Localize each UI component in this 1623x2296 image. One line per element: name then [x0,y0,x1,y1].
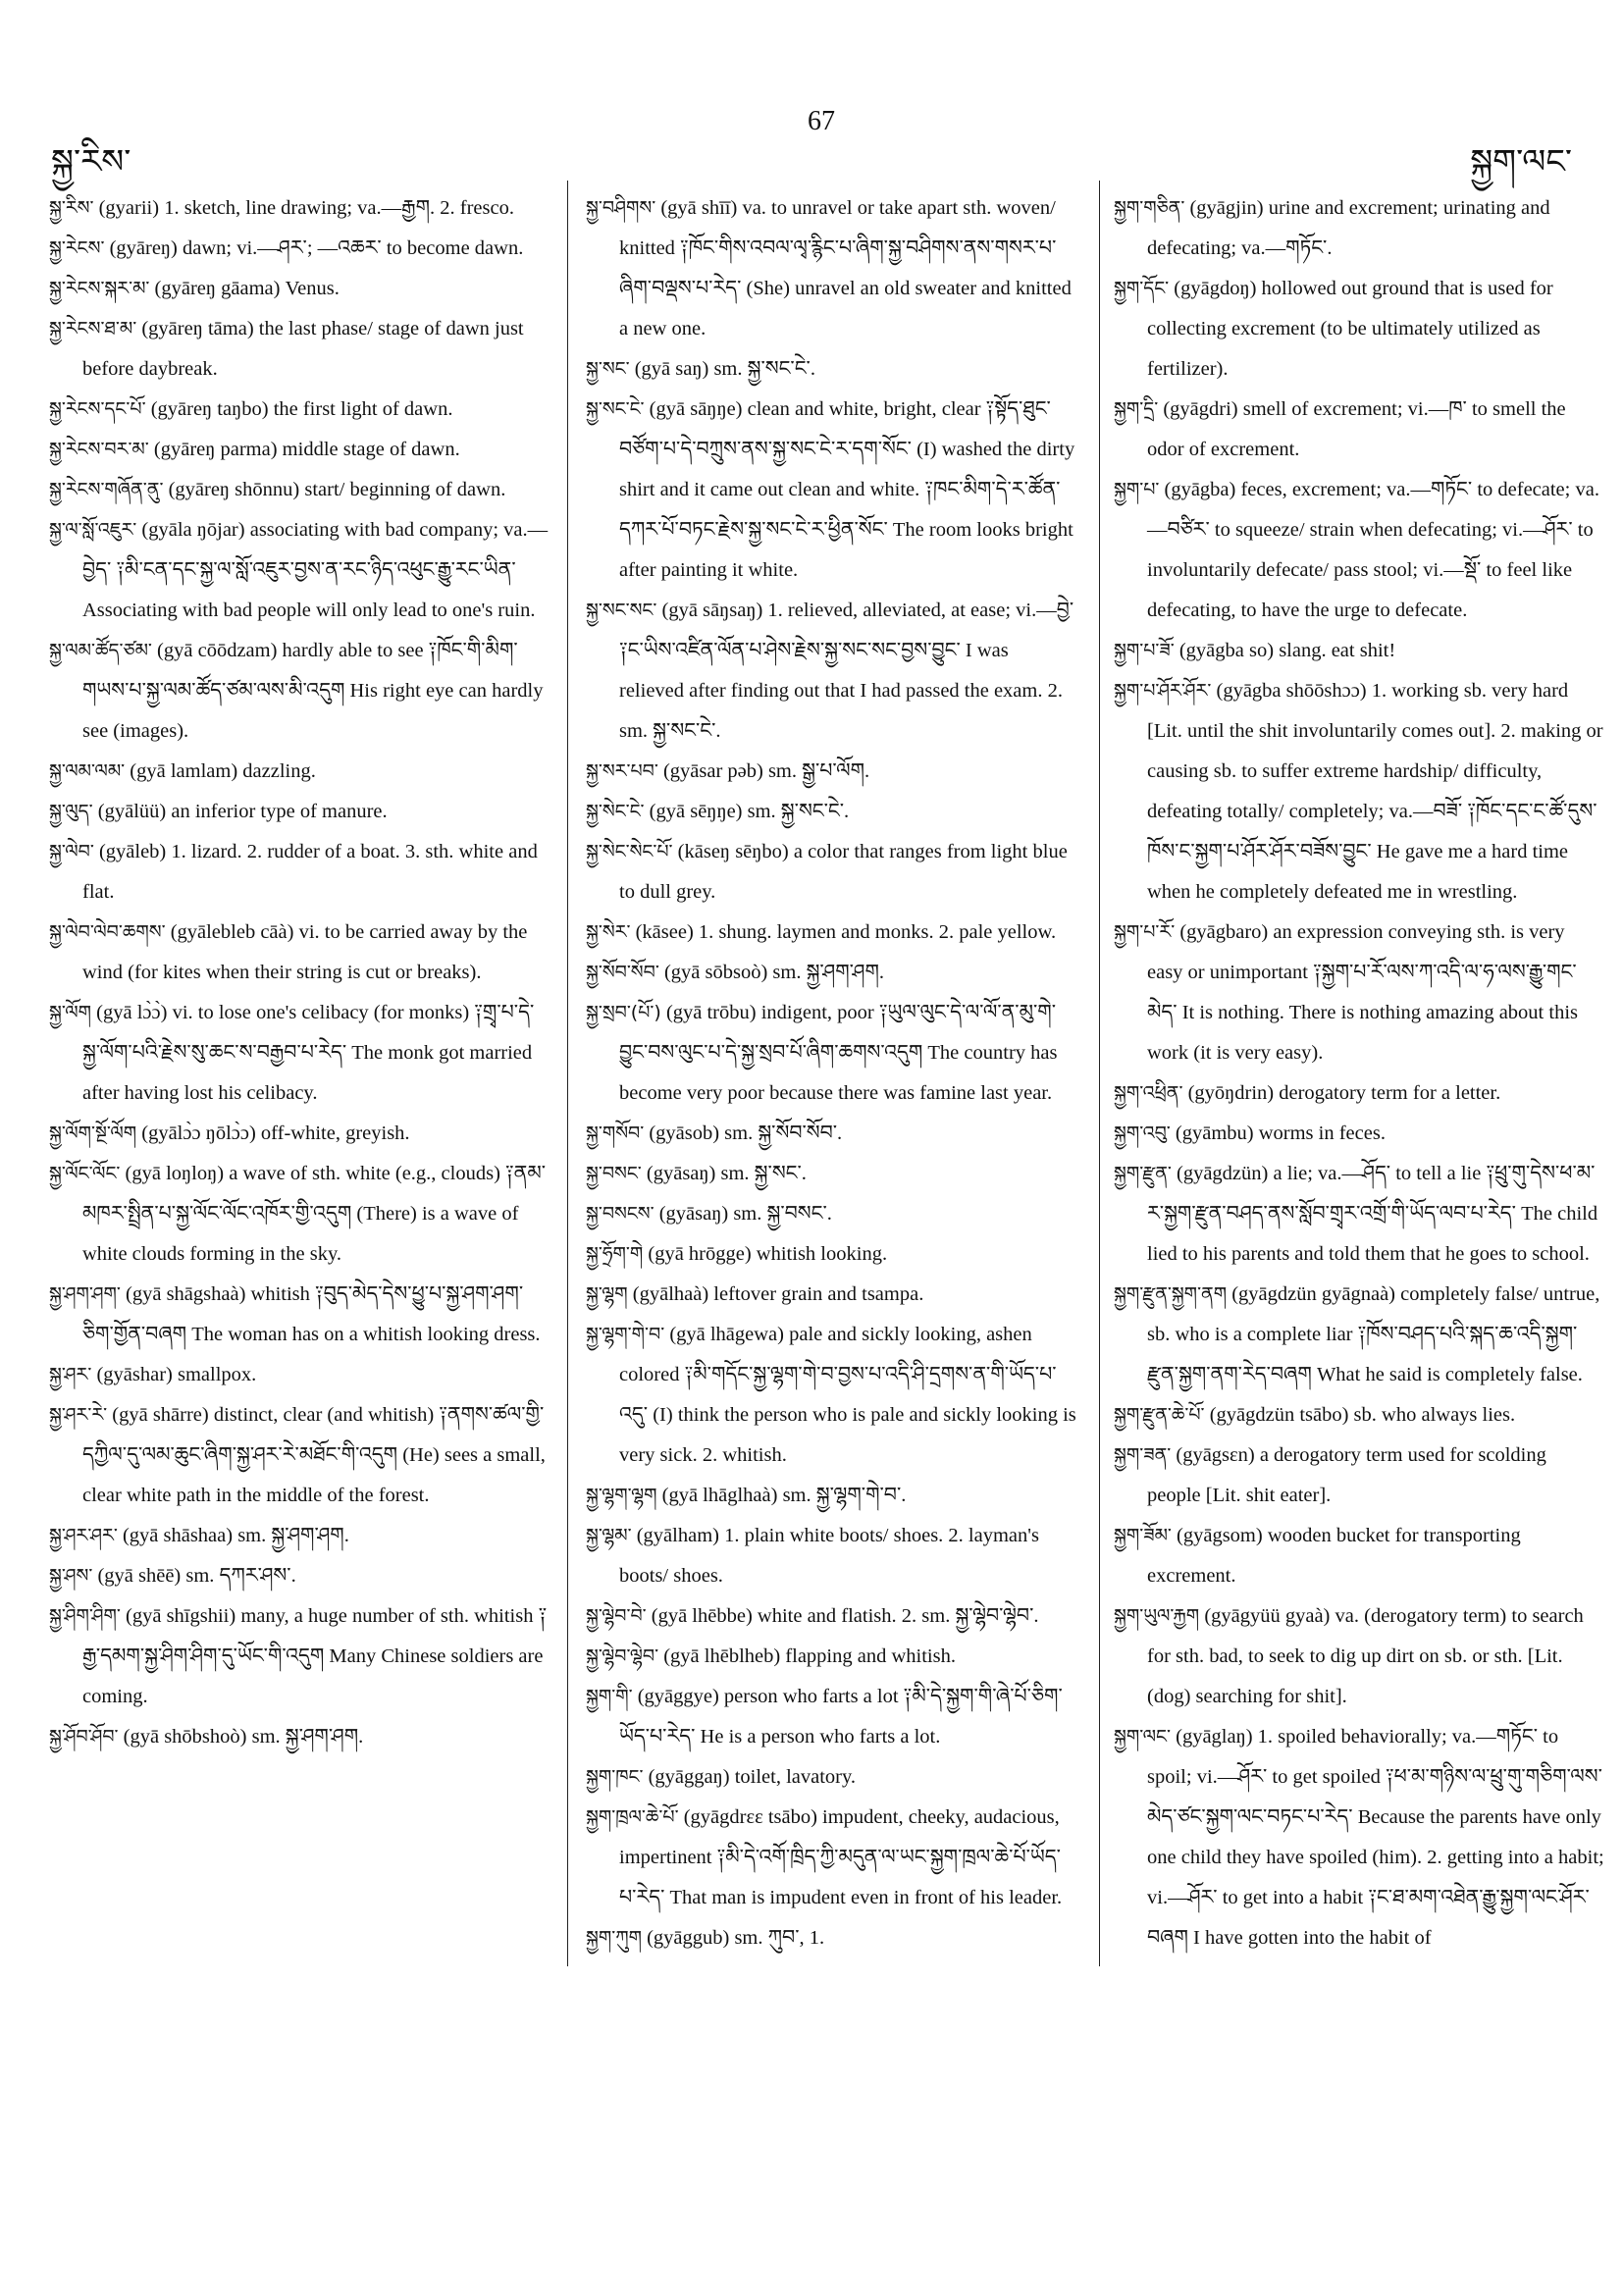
entry-headword: སྐྱག་ཁང་ [586,1766,644,1788]
entry-headword: སྐྱ་སང་སང་ [586,600,657,621]
entry-definition: (gyāreŋ) dawn; vi.—ཤར་; —འཆར་ to become dawn. [109,237,524,259]
left-guide-word: སྐྱ་རིས་ [51,144,131,181]
dictionary-entry [1114,1596,1604,1717]
dictionary-entry [1114,1516,1604,1596]
dictionary-entry [49,792,551,832]
dictionary-entry [1114,913,1604,1073]
entry-headword: སྐྱག་པ་ [1114,479,1160,500]
dictionary-entry [49,1395,551,1516]
entry-definition: (gyāsar pəb) sm. སྒྱ་པ་ལོག. [662,760,870,782]
entry-headword: སྐྱ་ལོང་ལོང་ [49,1163,121,1184]
entry-headword: སྐྱ་སེར་ [586,921,631,943]
entry-definition: (gyālɔ̀ɔ ŋōlɔ̀ɔ) off-white, greyish. [141,1122,410,1144]
entry-headword: སྐྱ་ལྷེབ་བེ་ [586,1605,647,1627]
column-3 [1114,188,1604,1958]
entry-definition: (gyā saŋ) sm. སྐྱ་སང་ངེ་. [634,358,815,380]
column-divider-2 [1099,181,1100,1966]
dictionary-entry [1114,390,1604,470]
entry-definition: (gyāreŋ taŋbo) the first light of dawn. [150,398,453,420]
entry-definition: (gyāsob) sm. སྐྱ་སོབ་སོབ་. [649,1122,843,1144]
dictionary-entry [1114,470,1604,631]
entry-definition: (gyarii) 1. sketch, line drawing; va.—རྒྱག. 2. fresco. [98,197,514,219]
entry-headword: སྐྱག་ཡུལ་རྐྱག [1114,1605,1200,1627]
entry-headword: སྐྱ་ལྷག [586,1283,628,1305]
dictionary-entry [586,752,1076,792]
entry-headword: སྐྱ་ཤོབ་ཤོབ་ [49,1726,119,1748]
entry-headword: སྐྱ་བསང་ [586,1163,642,1184]
entry-definition: (gyāreŋ tāma) the last phase/ stage of dawn just before daybreak. [82,318,524,380]
entry-headword: སྐྱ་སེང་ངེ་ [586,801,645,822]
entry-headword: སྐྱ་སྲབ་(པོ་) [586,1002,661,1023]
dictionary-entry [1114,1154,1604,1275]
entry-headword: སྐྱག་ཟོམ་ [1114,1525,1172,1546]
dictionary-entry [49,1114,551,1154]
entry-definition: (kāsee) 1. shung. laymen and monks. 2. pale yellow. [635,921,1057,943]
dictionary-entry [586,1234,1076,1275]
entry-definition: (gyā hrōgge) whitish looking. [648,1243,888,1265]
dictionary-entry [586,1275,1076,1315]
dictionary-entry [586,1315,1076,1476]
entry-headword: སྐྱ་ལོག [49,1002,92,1023]
entry-definition: (gyā lhēblheb) flapping and whitish. [663,1645,956,1667]
entry-headword: སྐྱ་ལྷམ་ [586,1525,632,1546]
dictionary-entry [49,188,551,229]
entry-definition: (gyāggub) sm. ཀུབ་, 1. [647,1927,825,1949]
dictionary-entry [586,1757,1076,1798]
dictionary-entry [586,1154,1076,1194]
entry-definition: (gyāgba so) slang. eat shit! [1178,640,1396,661]
dictionary-entry [586,1476,1076,1516]
entry-definition: (gyāreŋ shōnnu) start/ beginning of dawn. [168,479,506,500]
dictionary-entry [49,1596,551,1717]
entry-headword: སྐྱ་རེངས་དང་པོ་ [49,398,146,420]
entry-headword: སྐྱག་གི་ [586,1686,633,1707]
dictionary-entry [586,1637,1076,1677]
column-divider-1 [567,181,568,1966]
entry-headword: སྐྱ་རེངས་ [49,237,105,259]
page-header [0,106,1623,181]
entry-headword: སྐྱ་ལུད་ [49,801,93,822]
entry-definition: (gyāsaŋ) sm. སྐྱ་སང་. [646,1163,807,1184]
dictionary-entry [1114,1073,1604,1114]
entry-definition: (gyāgbaro) an expression conveying sth. is very easy or unimportant ༑སྐྱག་པ་རོ་ལས་ཀ་འདི་ལ་ཧ་ལས་རྒྱུ་གང་མེད་ It is nothing. There is nothing amazing about this work (it is very easy). [1147,921,1578,1064]
dictionary-entry [586,390,1076,591]
entry-definition: (gyāshar) smallpox. [96,1364,257,1385]
dictionary-entry [1114,1395,1604,1435]
entry-definition: (gyā lhāgewa) pale and sickly looking, ashen colored ༑མི་གདོང་སྐྱ་ལྷག་གེ་བ་བྱས་པ་འདི་ཤི་དྲགས་ན་གི་ཡོད་པ་འདུ་ (I) think the person who is pale and sickly looking is very sick. 2. whitish. [619,1324,1076,1466]
entry-definition: (gyā shōbshoò) sm. སྐྱ་ཤག་ཤག. [123,1726,364,1748]
entry-headword: སྐྱ་ལེབ་ [49,841,94,862]
entry-headword: སྐྱ་ཤིག་ཤིག་ [49,1605,121,1627]
entry-definition: (gyā loŋloŋ) a wave of sth. white (e.g., clouds) ༑ནམ་མཁར་སྤྲིན་པ་སྐྱ་ལོང་ལོང་འཁོར་གྱི་འདུག (There) is a wave of white clouds forming in the sky. [82,1163,547,1265]
dictionary-entry [1114,1717,1604,1958]
entry-headword: སྐྱག་པ་རོ་ [1114,921,1176,943]
entry-definition: (gyāmbu) worms in feces. [1175,1122,1386,1144]
entry-headword: སྐྱ་སང་ངེ་ [586,398,645,420]
entry-headword: སྐྱ་ལྷེབ་ལྷེབ་ [586,1645,659,1667]
dictionary-entry [1114,1114,1604,1154]
entry-headword: སྐྱ་རེངས་ཐ་མ་ [49,318,137,339]
entry-definition: (gyālham) 1. plain white boots/ shoes. 2. layman's boots/ shoes. [619,1525,1039,1587]
dictionary-entry [49,430,551,470]
dictionary-entry [586,188,1076,349]
dictionary-entry [586,349,1076,390]
entry-headword: སྐྱ་སང་ [586,358,630,380]
entry-definition: (gyā lhēbbe) white and flatish. 2. sm. སྐྱ་ལྷེབ་ལྷེབ་. [651,1605,1039,1627]
dictionary-entry [586,1677,1076,1757]
entry-definition: (kāseŋ sēŋbo) a color that ranges from light blue to dull grey. [619,841,1068,903]
entry-headword: སྐྱ་ལེབ་ལེབ་ཆགས་ [49,921,166,943]
entry-headword: སྐྱ་སེང་སེང་པོ་ [586,841,673,862]
entry-definition: (gyā sēŋŋe) sm. སྐྱ་སང་ངེ་. [649,801,850,822]
entry-headword: སྐྱག་པ་ཟོ་ [1114,640,1175,661]
entry-headword: སྐྱ་རེངས་གཞོན་ནུ་ [49,479,164,500]
column-2 [586,188,1076,1958]
dictionary-entry [586,591,1076,752]
entry-headword: སྐྱ་ཤར་ [49,1364,92,1385]
dictionary-entry [586,993,1076,1114]
entry-headword: སྐྱ་ལྷག་གེ་བ་ [586,1324,665,1345]
dictionary-entry [1114,269,1604,390]
entry-definition: (gyā lɔ̀ɔ̀) vi. to lose one's celibacy (for monks) ༑གྲྭ་པ་དེ་སྐྱ་ལོག་པའི་རྗེས་སུ་ཆང་ས་བརྒྱབ་པ་རེད་ The monk got married after having lost his celibacy. [82,1002,535,1104]
entry-headword: སྐྱག་ཁྲལ་ཆེ་པོ་ [586,1806,679,1828]
entry-headword: སྐྱག་རྫུན་ [1114,1163,1172,1184]
dictionary-entry [49,510,551,631]
entry-definition: (gyālhaà) leftover grain and tsampa. [632,1283,924,1305]
entry-definition: (gyā lhāglhaà) sm. སྐྱ་ལྷག་གེ་བ་. [661,1485,907,1506]
entry-headword: སྐྱ་གསོབ་ [586,1122,645,1144]
dictionary-entry [1114,1275,1604,1395]
entry-headword: སྐྱ་རིས་ [49,197,94,219]
dictionary-entry [586,953,1076,993]
entry-headword: སྐྱ་རེངས་སྐར་མ་ [49,278,150,299]
entry-definition: (gyāgdrɛɛ tsābo) impudent, cheeky, audacious, impertinent ༑མི་དེ་འགོ་ཁྲིད་ཀྱི་མདུན་ལ་ཡང་སྐྱག་ཁྲལ་ཆེ་པོ་ཡོད་པ་རེད་ That man is impudent even in front of his leader. [619,1806,1063,1908]
dictionary-entry [586,1596,1076,1637]
entry-headword: སྐྱག་ལང་ [1114,1726,1171,1748]
entry-definition: (gyāgdzün gyāgnaà) completely false/ untrue, sb. who is a complete liar ༑ཁོས་བཤད་པའི་སྐད་ཆ་འདི་སྐྱག་རྫུན་སྐྱག་ནག་རེད་བཞག What he said is completely false. [1147,1283,1600,1385]
entry-definition: (gyāsaŋ) sm. སྐྱ་བསང་. [658,1203,832,1225]
entry-headword: སྐྱག་རྫུན་ཆེ་པོ་ [1114,1404,1205,1426]
entry-definition: (gyā shīī) va. to unravel or take apart sth. woven/ knitted ༑ཁོང་གིས་འབལ་ལྭ་རྙིང་པ་ཞིག་སྐྱ་བཤིགས་ནས་གསར་པ་ཞིག་བལྡས་པ་རེད་ (She) unravel an old sweater and knitted a new one. [619,197,1072,339]
dictionary-entry [49,752,551,792]
entry-headword: སྐྱག་ཀུག [586,1927,642,1949]
entry-headword: སྐྱག་པ་ཤོར་ཤོར་ [1114,680,1212,702]
column-1 [49,188,551,1757]
page-number: 67 [808,106,835,136]
entry-definition: (gyōŋdrin) derogatory term for a letter. [1187,1082,1501,1104]
entry-headword: སྐྱ་སར་པབ་ [586,760,658,782]
dictionary-entry [586,913,1076,953]
dictionary-entry [586,1516,1076,1596]
entry-definition: (gyāgba) feces, excrement; va.—གཏོང་ to defecate; va.—བཙིར་ to squeeze/ strain when defecating; vi.—ཤོར་ to involuntarily defecate/ pass stool; vi.—སྡོ་ to feel like defecating, to have the urge to defecate. [1147,479,1599,621]
entry-definition: (gyāgba shōōshɔɔ) 1. working sb. very hard [Lit. until the shit involuntarily comes out]. 2. making or causing sb. to suffer extreme hardship/ difficulty, defeating totally/ completely; va.—བཟོ་ ༑ཁོང་དང་ང་ཚོ་དུས་ཁོས་ང་སྐྱག་པ་ཤོར་ཤོར་བཟོས་བྱུང་ He gave me a hard time when he completely defeated me in wrestling. [1147,680,1603,903]
entry-definition: (gyā cōōdzam) hardly able to see ༑ཁོང་གི་མིག་གཡས་པ་སྐྱ་ལམ་ཚོད་ཙམ་ལས་མི་འདུག His right eye can hardly see (images). [82,640,544,742]
entry-headword: སྐྱ་ལྷག་ལྷག [586,1485,657,1506]
entry-headword: སྐྱག་འབུ་ [1114,1122,1171,1144]
entry-definition: (gyā shēē) sm. དཀར་ཤས་. [97,1565,296,1587]
dictionary-entry [49,229,551,269]
entry-headword: སྐྱ་རེངས་བར་མ་ [49,439,149,460]
dictionary-entry [49,993,551,1114]
entry-definition: (gyā lamlam) dazzling. [130,760,316,782]
entry-definition: (gyāgdri) smell of excrement; vi.—ཁ་ to smell the odor of excrement. [1147,398,1566,460]
entry-headword: སྐྱག་གཅིན་ [1114,197,1185,219]
dictionary-entry [49,832,551,913]
entry-headword: སྐྱ་ལམ་ཚོད་ཙམ་ [49,640,152,661]
entry-headword: སྐྱ་ལ་སློ་འཇུར་ [49,519,137,541]
entry-definition: (gyālebleb cāà) vi. to be carried away by the wind (for kites when their string is cut or breaks). [82,921,528,983]
dictionary-entry [49,913,551,993]
dictionary-entry [586,1114,1076,1154]
dictionary-entry [49,390,551,430]
entry-definition: (gyāglaŋ) 1. spoiled behaviorally; va.—གཏོང་ to spoil; vi.—ཤོར་ to get spoiled ༑ཕ་མ་གཉིས་ལ་ཕྲུ་གུ་གཅིག་ལས་མེད་ཙང་སྐྱག་ལང་བཏང་པ་རེད་ Because the parents have only one child they have spoiled (him). 2. getting into a habit; vi.—ཤོར་ to get into a habit ༑ང་ཐ་མག་འཐེན་རྒྱུ་སྐྱག་ལང་ཤོར་བཞག I have gotten into the habit of [1147,1726,1604,1949]
entry-headword: སྐྱ་སོབ་སོབ་ [586,962,659,983]
entry-definition: (gyāreŋ gāama) Venus. [154,278,340,299]
entry-definition: (gyālüü) an inferior type of manure. [97,801,388,822]
dictionary-entry [1114,1435,1604,1516]
dictionary-entry [1114,631,1604,671]
entry-headword: སྐྱ་ལམ་ལམ་ [49,760,126,782]
dictionary-entry [49,1355,551,1395]
entry-definition: (gyāgjin) urine and excrement; urinating and defecating; va.—གཏོང་. [1147,197,1550,259]
dictionary-entry [49,1154,551,1275]
entry-headword: སྐྱ་ཤས་ [49,1565,93,1587]
dictionary-entry [49,631,551,752]
entry-definition: (gyāgdzün) a lie; va.—ཤོད་ to tell a lie ༑ཕྲུ་གུ་དེས་ཕ་མ་ར་སྐྱག་རྫུན་བཤད་ནས་སློབ་གྲྭར་འགྲོ་གི་ཡོད་ལབ་པ་རེད་ The child lied to his parents and told them that he goes to school. [1147,1163,1598,1265]
entry-headword: སྐྱ་ཧྲོག་གེ [586,1243,644,1265]
dictionary-entry [49,1556,551,1596]
entry-definition: (gyā shīgshii) many, a huge number of sth. whitish ༑རྒྱ་དམག་སྐྱ་ཤིག་ཤིག་དུ་ཡོང་གི་འདུག Many Chinese soldiers are coming. [82,1605,548,1707]
right-guide-word: སྐྱག་ལང་ [1470,144,1572,181]
entry-definition: (gyāleb) 1. lizard. 2. rudder of a boat. 3. sth. white and flat. [82,841,538,903]
dictionary-entry [49,470,551,510]
entry-definition: (gyā sāŋŋe) clean and white, bright, clear ༑སྟོད་ཐུང་བཙོག་པ་དེ་བཀྲུས་ནས་སྐྱ་སང་ངེ་ར་དག་སོང་ (I) washed the dirty shirt and it came out clean and white. ༑ཁང་མིག་དེ་ར་ཚོན་དཀར་པོ་བཏང་རྗེས་སྐྱ་སང་ངེ་ར་ཕྱིན་སོང་ The room looks bright after painting it white. [619,398,1075,581]
dictionary-entry [586,1918,1076,1958]
entry-headword: སྐྱག་དོང་ [1114,278,1170,299]
entry-definition: (gyāgsɛn) a derogatory term used for scolding people [Lit. shit eater]. [1147,1444,1546,1506]
entry-headword: སྐྱ་བསངས་ [586,1203,654,1225]
dictionary-entry [586,1798,1076,1918]
entry-definition: (gyāla ŋōjar) associating with bad company; va.—བྱེད་ ༑མི་ངན་དང་སྐྱ་ལ་སློ་འཇུར་བྱས་ན་རང་ཉིད་འཕུང་རྒྱུ་རང་ཡིན་ Associating with bad people will only lead to one's ruin. [82,519,549,621]
dictionary-entry [49,1516,551,1556]
dictionary-entry [49,309,551,390]
entry-headword: སྐྱག་འཕྲིན་ [1114,1082,1183,1104]
entry-definition: (gyāgsom) wooden bucket for transporting excrement. [1147,1525,1521,1587]
entry-headword: སྐྱ་ཤར་རེ་ [49,1404,108,1426]
entry-headword: སྐྱ་བཤིགས་ [586,197,656,219]
entry-definition: (gyāreŋ parma) middle stage of dawn. [153,439,460,460]
dictionary-entry [586,1194,1076,1234]
dictionary-entry [586,792,1076,832]
entry-definition: (gyā sāŋsaŋ) 1. relieved, alleviated, at ease; vi.—བྱེ་ ༑ང་ཡིས་འཛིན་ལོན་པ་ཤེས་རྗེས་སྐྱ་སང་སང་བྱས་བྱུང་ I was relieved after finding out that I had passed the exam. 2. sm. སྐྱ་སང་ངེ་. [619,600,1074,742]
entry-headword: སྐྱག་དྲི་ [1114,398,1159,420]
entry-headword: སྐྱ་ལོག་སྔོ་ལོག [49,1122,137,1144]
dictionary-entry [1114,671,1604,913]
entry-headword: སྐྱ་ཤག་ཤག་ [49,1283,121,1305]
entry-definition: (gyāggaŋ) toilet, lavatory. [648,1766,857,1788]
entry-definition: (gyā trōbu) indigent, poor ༑ཡུལ་ལུང་དེ་ལ་ལོ་ན་མུ་གེ་བྱུང་བས་ལུང་པ་དེ་སྐྱ་སྲབ་པོ་ཞིག་ཆགས་འདུག The country has become very poor because there was famine last year. [619,1002,1058,1104]
entry-definition: (gyā sōbsoò) sm. སྐྱ་ཤག་ཤག. [663,962,885,983]
entry-headword: སྐྱག་ཟན་ [1114,1444,1172,1466]
dictionary-entry [586,832,1076,913]
entry-headword: སྐྱ་ཤར་ཤར་ [49,1525,118,1546]
entry-definition: (gyāgdoŋ) hollowed out ground that is used for collecting excrement (to be ultimately utilized as fertilizer). [1147,278,1553,380]
dictionary-entry [49,1717,551,1757]
entry-definition: (gyāggye) person who farts a lot ༑མི་དེ་སྐྱག་གི་ཞེ་པོ་ཅིག་ཡོད་པ་རེད་ He is a person who farts a lot. [619,1686,1063,1748]
entry-headword: སྐྱག་རྫུན་སྐྱག་ནག [1114,1283,1228,1305]
dictionary-entry [49,269,551,309]
dictionary-entry [1114,188,1604,269]
entry-definition: (gyā shāgshaà) whitish ༑བུད་མེད་དེས་ཕྱུ་པ་སྐྱ་ཤག་ཤག་ཅིག་གྱོན་བཞག The woman has on a whitish looking dress. [82,1283,541,1345]
entry-definition: (gyāgyüü gyaà) va. (derogatory term) to search for sth. bad, to seek to dig up dirt on sb. or sth. [Lit. (dog) searching for shit]. [1147,1605,1584,1707]
dictionary-entry [49,1275,551,1355]
entry-definition: (gyāgdzün tsābo) sb. who always lies. [1209,1404,1516,1426]
entry-definition: (gyā shārre) distinct, clear (and whitish) ༑ནགས་ཚལ་གྱི་དཀྱིལ་དུ་ལམ་ཆུང་ཞིག་སྐྱ་ཤར་རེ་མཐོང་གི་འདུག (He) sees a small, clear white path in the middle of the forest. [82,1404,546,1506]
entry-definition: (gyā shāshaa) sm. སྐྱ་ཤག་ཤག. [122,1525,349,1546]
